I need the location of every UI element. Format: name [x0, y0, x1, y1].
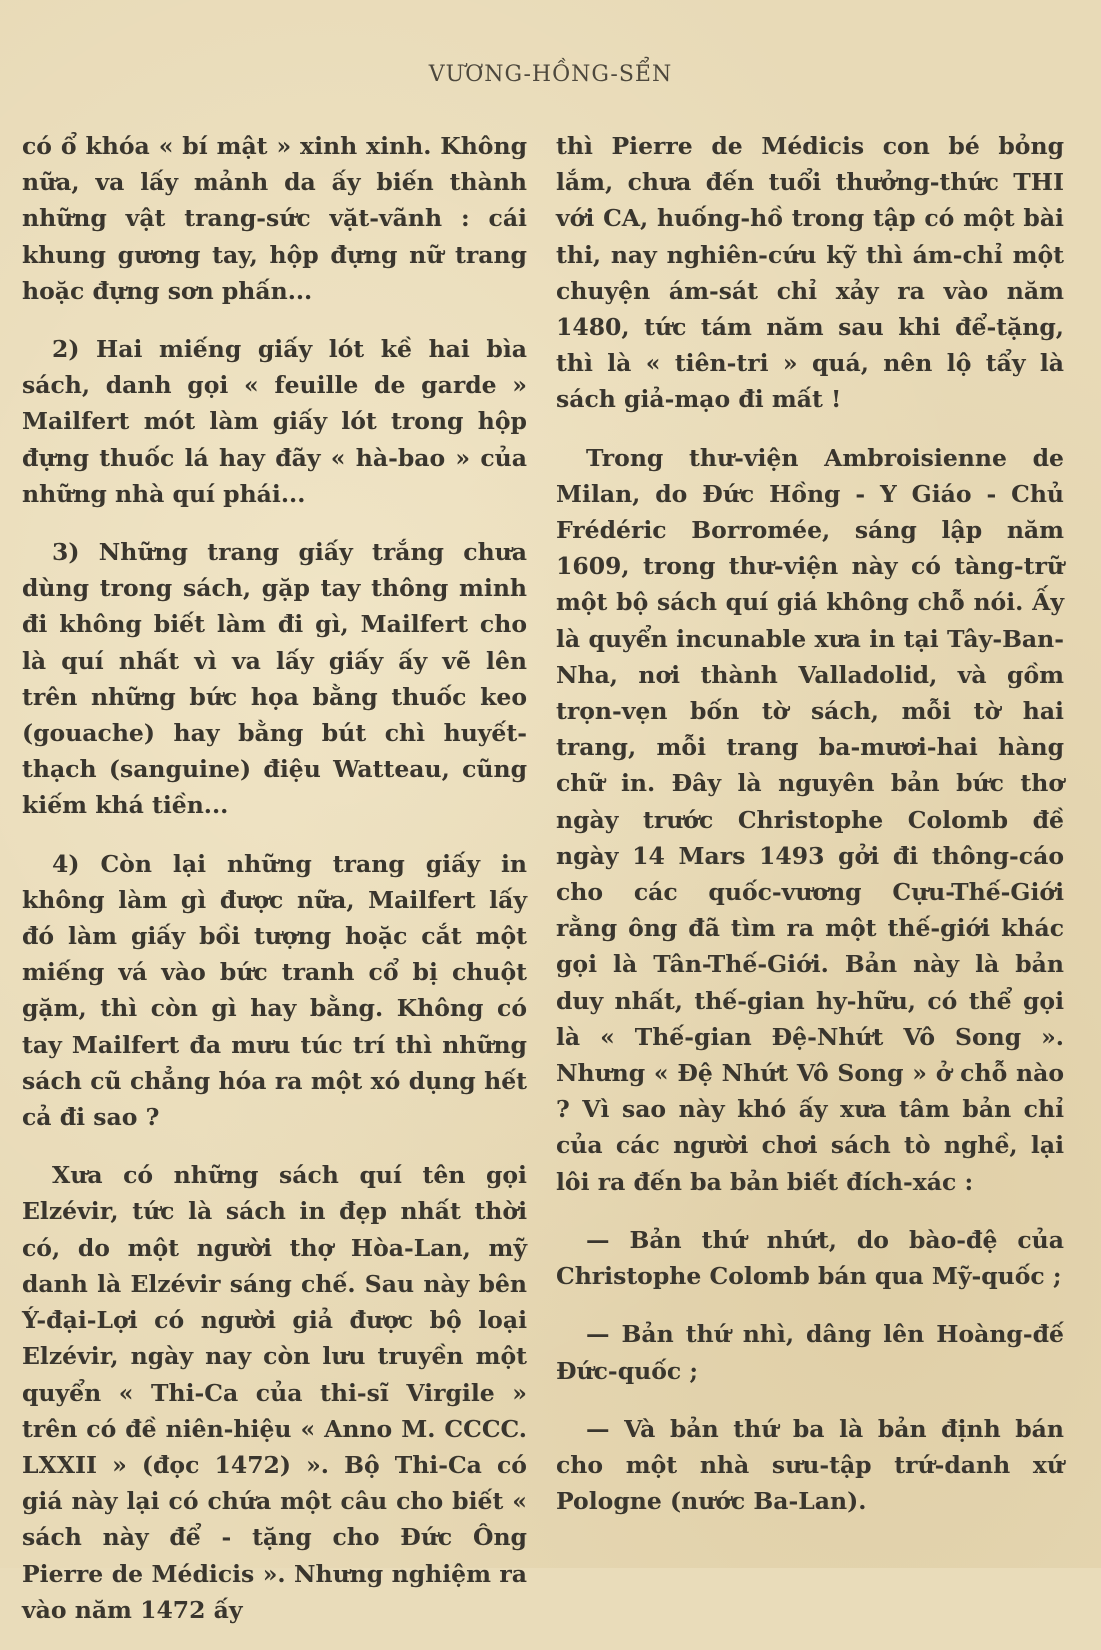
right-column [556, 128, 1064, 1541]
paragraph: 4) Còn lại những trang giấy in không làm gì được nữa, Mailfert lấy đó làm giấy bồi tượng hoặc cắt một miếng vá vào bức tranh cổ bị chuột gặm, thì còn gì hay bằng. Không có tay Mailfert đa mưu túc trí thì những sách cũ chẳng hóa ra một xó dụng hết cả đi sao ? [22, 849, 527, 1132]
list-item: — Bản thứ nhì, dâng lên Hoàng-đế Đức-quốc ; [556, 1320, 1064, 1385]
running-head: VƯƠNG-HỒNG-SỂN [428, 62, 673, 87]
paragraph: Trong thư-viện Ambroisienne de Milan, do Đức Hồng - Y Giáo - Chủ Frédéric Borromée, sáng lập năm 1609, trong thư-viện này có tàng-trữ một bộ sách quí giá không chỗ nói. Ấy là quyển incunable xưa in tại Tây-Ban-Nha, nơi thành Valladolid, và gồm trọn-vẹn bốn tờ sách, mỗi tờ hai trang, mỗi trang ba-mươi-hai hàng chữ in. Đây là nguyên bản bức thơ ngày trước Christophe Colomb đề ngày 14 Mars 1493 gởi đi thông-cáo cho các quốc-vương Cựu-Thế-Giới rằng ông đã tìm ra một thế-giới khác gọi là Tân-Thế-Giới. Bản này là bản duy nhất, thế-gian hy-hữu, có thể gọi là « Thế-gian Đệ-Nhứt Vô Song ». Nhưng « Đệ Nhứt Vô Song » ở chỗ nào ? Vì sao này khó ấy xưa tâm bản chỉ của các người chơi sách tò nghề, lại lôi ra đến ba bản biết đích-xác : [556, 443, 1064, 1196]
paragraph: có ổ khóa « bí mật » xinh xinh. Không nữa, va lấy mảnh da ấy biến thành những vật trang-sức vặt-vãnh : cái khung gương tay, hộp đựng nữ trang hoặc đựng sơn phấn... [22, 132, 527, 305]
list-item: — Và bản thứ ba là bản định bán cho một nhà sưu-tập trứ-danh xứ Pologne (nước Ba-Lan). [556, 1414, 1064, 1516]
paragraph: 2) Hai miếng giấy lót kề hai bìa sách, danh gọi « feuille de garde » Mailfert mót làm giấy lót trong hộp đựng thuốc lá hay đãy « hà-bao » của những nhà quí phái... [22, 335, 527, 508]
paragraph: thì Pierre de Médicis con bé bỏng lắm, chưa đến tuổi thưởng-thức THI với CA, huống-hồ trong tập có một bài thi, nay nghiên-cứu kỹ thì ám-chỉ một chuyện ám-sát chỉ xảy ra vào năm 1480, tức tám năm sau khi để-tặng, thì là « tiên-tri » quá, nên lộ tẩy là sách giả-mạo đi mất ! [556, 132, 1064, 414]
paragraph: Xưa có những sách quí tên gọi Elzévir, tức là sách in đẹp nhất thời có, do một người thợ Hòa-Lan, mỹ danh là Elzévir sáng chế. Sau này bên Ý-đại-Lợi có người giả được bộ loại Elzévir, ngày nay còn lưu truyền một quyển « Thi-Ca của thi-sĩ Virgile » trên có đề niên-hiệu « Anno M. CCCC. LXXII » (đọc 1472) ». Bộ Thi-Ca có giá này lại có chứa một câu cho biết « sách này để - tặng cho Đức Ông Pierre de Médicis ». Nhưng nghiệm ra vào năm 1472 ấy [22, 1161, 527, 1624]
left-column [22, 128, 527, 1650]
paragraph: 3) Những trang giấy trắng chưa dùng trong sách, gặp tay thông minh đi không biết làm đi gì, Mailfert cho là quí nhất vì va lấy giấy ấy vẽ lên trên những bức họa bằng thuốc keo (gouache) hay bằng bút chì huyết-thạch (sanguine) điệu Watteau, cũng kiếm khá tiền... [22, 538, 527, 820]
list-item: — Bản thứ nhứt, do bào-đệ của Christophe Colomb bán qua Mỹ-quốc ; [556, 1225, 1064, 1291]
